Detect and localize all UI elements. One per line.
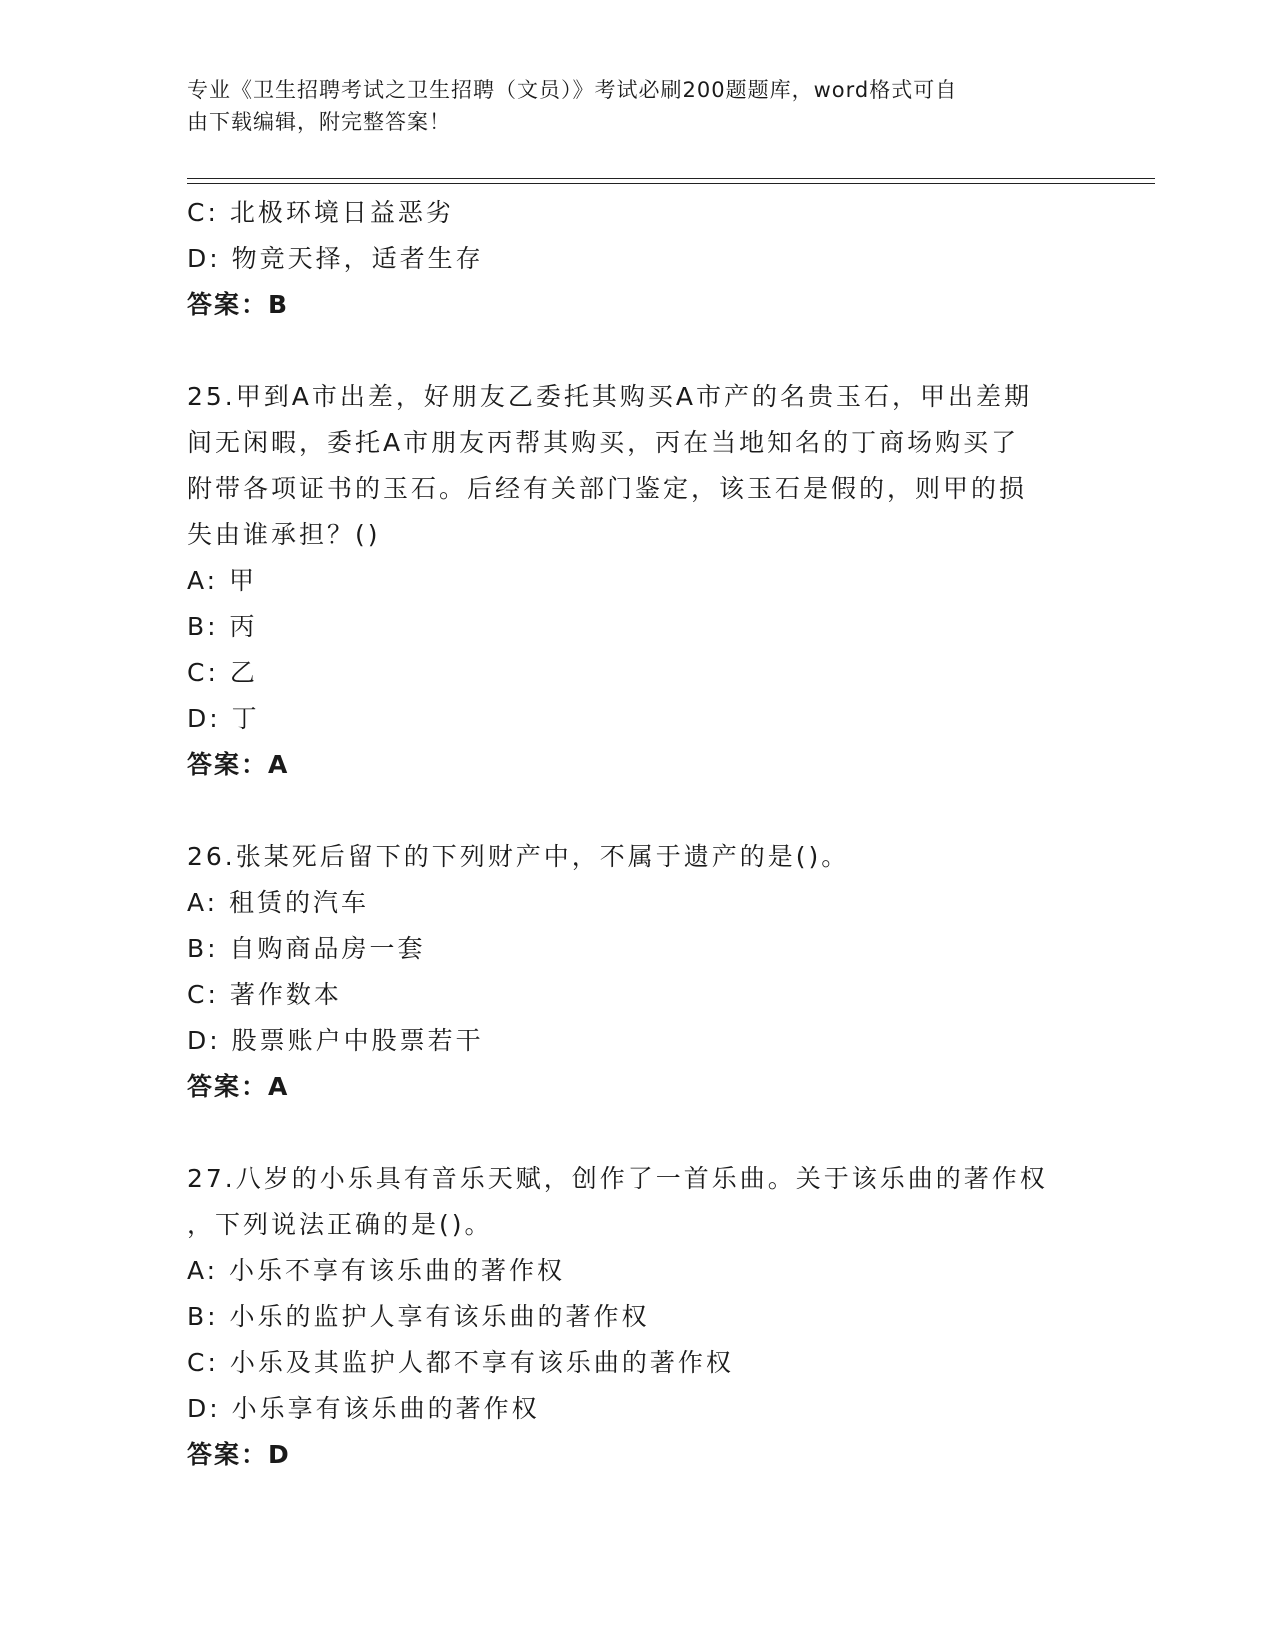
option-d: D: 物竞天择，适者生存 (187, 244, 484, 273)
question-stem-line: 25.甲到A市出差，好朋友乙委托其购买A市产的名贵玉石，甲出差期 (187, 382, 1032, 411)
option-d: D: 股票账户中股票若干 (187, 1026, 484, 1055)
question-25 (187, 374, 1077, 788)
answer-line: 答案：A (187, 750, 290, 779)
question-stem-line: 附带各项证书的玉石。后经有关部门鉴定，该玉石是假的，则甲的损 (187, 474, 1028, 503)
header-line: 由下载编辑，附完整答案！ (187, 110, 451, 134)
answer-line: 答案：D (187, 1440, 291, 1469)
option-a: A: 甲 (187, 566, 258, 595)
option-b: B: 丙 (187, 612, 258, 641)
option-d: D: 小乐享有该乐曲的著作权 (187, 1394, 540, 1423)
spacer (187, 328, 1077, 374)
answer-line: 答案：B (187, 290, 290, 319)
option-a: A: 租赁的汽车 (187, 888, 370, 917)
question-stem-line: 失由谁承担？() (187, 520, 381, 549)
question-stem-line: 27.八岁的小乐具有音乐天赋，创作了一首乐曲。关于该乐曲的著作权 (187, 1164, 1048, 1193)
question-content (187, 190, 1077, 1478)
spacer (187, 1110, 1077, 1156)
answer-line: 答案：A (187, 1072, 290, 1101)
spacer (187, 788, 1077, 834)
header-divider (187, 183, 1155, 184)
option-b: B: 自购商品房一套 (187, 934, 426, 963)
question-stem-line: 26.张某死后留下的下列财产中，不属于遗产的是()。 (187, 842, 850, 871)
question-stem-line: 间无闲暇，委托A市朋友丙帮其购买，丙在当地知名的丁商场购买了 (187, 428, 1020, 457)
option-c: C: 北极环境日益恶劣 (187, 198, 454, 227)
option-d: D: 丁 (187, 704, 260, 733)
header-line: 专业《卫生招聘考试之卫生招聘（文员）》考试必刷200题题库，word格式可自 (187, 78, 958, 102)
option-b: B: 小乐的监护人享有该乐曲的著作权 (187, 1302, 650, 1331)
option-a: A: 小乐不享有该乐曲的著作权 (187, 1256, 566, 1285)
question-26 (187, 834, 1077, 1110)
option-c: C: 著作数本 (187, 980, 342, 1009)
document-header (187, 74, 1087, 138)
option-c: C: 乙 (187, 658, 258, 687)
option-c: C: 小乐及其监护人都不享有该乐曲的著作权 (187, 1348, 734, 1377)
question-27 (187, 1156, 1077, 1478)
question-stem-line: ，下列说法正确的是()。 (187, 1210, 493, 1239)
header-divider (187, 178, 1155, 179)
